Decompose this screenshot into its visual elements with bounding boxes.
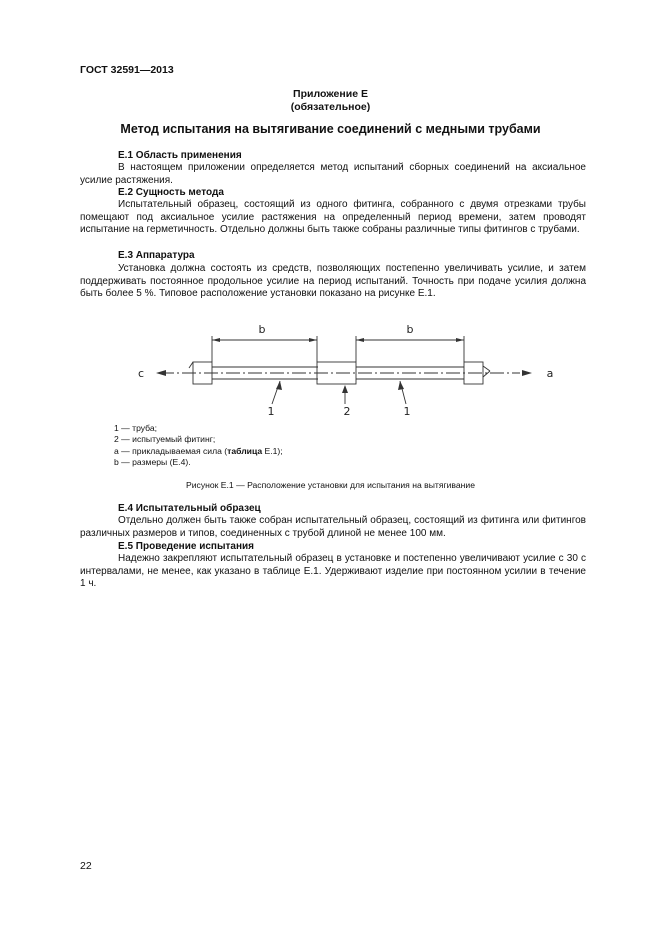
- legend-item-force: [114, 446, 283, 457]
- section-text-e2-body: Испытательный образец, состоящий из одного фитинга, собранного с двумя отрезками трубы помещают под аксиальное усилие растяжения на определенный период времени, затем проводят испытание на герметичность. Отдельно должны быть также собраны различные типы фитингов с трубами.: [80, 199, 586, 236]
- label-b-left: b: [258, 323, 266, 336]
- figure-legend: [114, 423, 283, 469]
- annex-label: Приложение Е: [293, 88, 368, 100]
- section-heading-e3: Е.3 Аппаратура: [118, 250, 195, 261]
- grip-right-break-2: [483, 371, 490, 377]
- force-arrow-right: [522, 370, 532, 376]
- dim-arrow: [456, 338, 464, 342]
- legend-item-fitting: 2 — испытуемый фитинг;: [114, 434, 216, 445]
- dim-arrow: [309, 338, 317, 342]
- standard-designation: ГОСТ 32591—2013: [80, 64, 174, 76]
- section-text-e3-body: Установка должна состоять из средств, позволяющих постепенно увеличивать усилие, и затем поддерживать постоянное продольное усилие на период испытаний. Точность при подаче усилия должна быть более 5 %. Типовое расположение установки показано на рисунке Е.1.: [80, 263, 586, 300]
- section-heading-e5: Е.5 Проведение испытания: [118, 541, 254, 552]
- legend-item-force-bold: таблица: [227, 445, 263, 456]
- label-fitting: 2: [343, 405, 351, 418]
- leader-arrow: [276, 381, 282, 390]
- section-text-e1-body: В настоящем приложении определяется метод испытаний сборных соединений на аксиальное усилие растяжения.: [80, 162, 586, 186]
- section-text-e5-body: Надежно закрепляют испытательный образец в установке и постепенно увеличивают усилие с 30 с интервалами, не менее, как указано в таблице Е.1. Удерживают изделие при постоянном усилии в течение 1 ч.: [80, 553, 586, 590]
- leader-arrow: [342, 385, 348, 393]
- page-number: 22: [80, 860, 92, 872]
- grip-left-break: [189, 362, 193, 368]
- legend-item-force-post: Е.1);: [262, 445, 283, 456]
- section-heading-e1: Е.1 Область применения: [118, 150, 242, 161]
- label-pipe-left: 1: [267, 405, 275, 418]
- section-text-e5: [80, 553, 586, 591]
- label-b-right: b: [406, 323, 414, 336]
- force-arrow-left: [156, 370, 166, 376]
- label-force-left: c: [137, 367, 145, 380]
- legend-item-dimensions: b — размеры (Е.4).: [114, 457, 191, 468]
- label-force-right: a: [546, 367, 554, 380]
- leader-arrow: [398, 381, 404, 390]
- section-text-e4-body: Отдельно должен быть также собран испытательный образец, состоящий из фитинга или фитингов различных размеров и типов, соединенных с трубой длиной не менее 100 мм.: [80, 515, 586, 539]
- legend-item-pipe: 1 — труба;: [114, 423, 158, 433]
- dim-arrow: [356, 338, 364, 342]
- annex-title: Метод испытания на вытягивание соединений с медными трубами: [120, 122, 541, 136]
- figure-caption: Рисунок Е.1 — Расположение установки для испытания на вытягивание: [186, 480, 475, 490]
- label-pipe-right: 1: [403, 405, 411, 418]
- section-heading-e4: Е.4 Испытательный образец: [118, 503, 261, 514]
- dim-arrow: [212, 338, 220, 342]
- legend-item-force-pre: а — прикладываемая сила (: [114, 445, 228, 456]
- annex-status: (обязательное): [290, 101, 371, 113]
- section-text-e4: [80, 515, 586, 540]
- section-heading-e2: Е.2 Сущность метода: [118, 187, 224, 198]
- grip-right-break: [483, 366, 490, 371]
